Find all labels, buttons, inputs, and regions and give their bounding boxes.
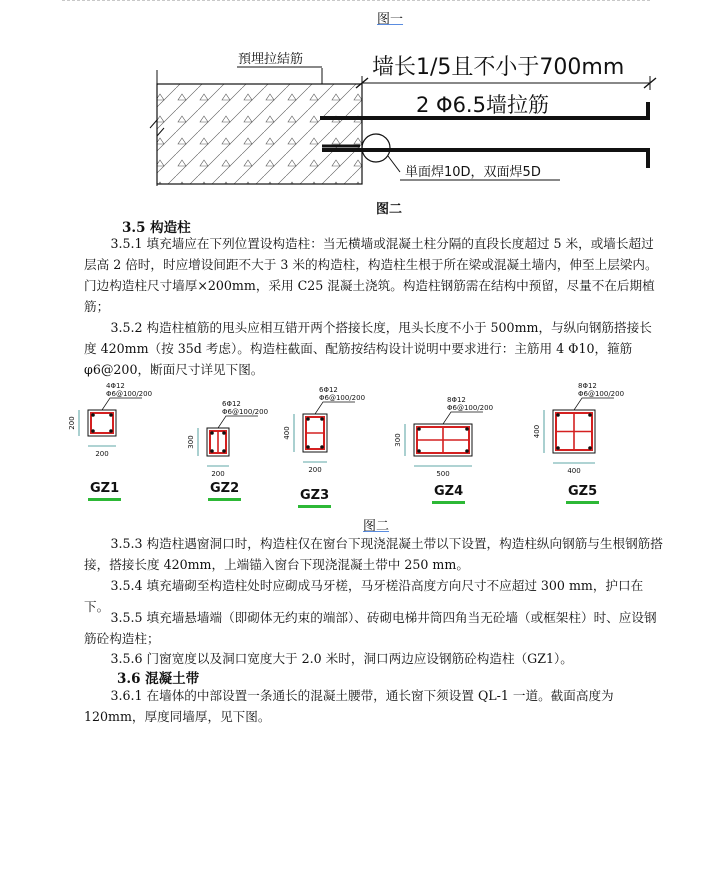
gz4-main-bar-spec: 8Φ12 (447, 396, 466, 404)
gz3-stirrup-spec: Φ6@100/200 (319, 394, 366, 402)
paragraph-3-5-3: 3.5.3 构造柱遇窗洞口时，构造柱仅在窗台下现浇混凝土带以下设置，构造柱纵向钢筋与生根钢筋搭接，搭接长度 420mm，上端锚入窗台下现浇混凝土带中 250 mm。 (84, 536, 663, 572)
gz1-corner-bar (91, 413, 95, 417)
gz4-corner-bar (465, 449, 469, 453)
gz4-height-dim: 300 (394, 433, 402, 447)
gz5-stirrup-spec: Φ6@100/200 (578, 390, 625, 398)
gz1-height-dim: 200 (68, 416, 76, 430)
gz5-corner-bar (588, 413, 592, 417)
gz3-leader (315, 402, 355, 414)
paragraph-3-5-5: 3.5.5 填充墙悬墙端（即砌体无约束的端部）、砖砌电梯井筒四角当无砼墙（或框架柱）时、应设钢筋砼构造柱； (84, 610, 657, 646)
gz5-label: GZ5 (568, 484, 598, 499)
paragraph-3-5-2: 3.5.2 构造柱植筋的甩头应相互错开两个搭接长度，甩头长度不小于 500mm，与纵向钢筋搭接长度 420mm（按 35d 考虑）。构造柱截面、配筋按结构设计说明中要求进行：主筋用 4 Φ10，箍筋φ6@200，断面尺寸详见下图。 (84, 320, 652, 377)
gz3-corner-bar (320, 445, 324, 449)
gz4-stirrup-spec: Φ6@100/200 (447, 404, 494, 412)
figure2-caption: 图二 (376, 202, 403, 217)
paragraph-3-5-6: 3.5.6 门窗宽度以及洞口宽度大于 2.0 米时，洞口两边应设钢筋砼构造柱（GZ1）。 (110, 651, 573, 666)
wall-tie-detail-drawing (0, 28, 712, 228)
gz1-stirrup-spec: Φ6@100/200 (106, 390, 153, 398)
gz4-label: GZ4 (434, 484, 464, 499)
gz2-corner-bar (222, 431, 226, 435)
gz5-leader (574, 398, 614, 410)
figure3-caption: 图二 (363, 519, 390, 534)
gz4-width-dim: 500 (436, 470, 450, 478)
gz5-width-dim: 400 (567, 467, 581, 475)
gz5-height-dim: 400 (533, 424, 541, 439)
gz2-corner-bar (222, 449, 226, 453)
figure1-caption: 图一 (377, 12, 404, 27)
gz4-corner-bar (465, 427, 469, 431)
gz1-width-dim: 200 (95, 450, 109, 458)
concrete-column (157, 84, 362, 184)
gz2-main-bar-spec: 6Φ12 (222, 400, 241, 408)
gz1-label: GZ1 (90, 481, 120, 496)
page-top-edge (62, 0, 650, 2)
gz4-corner-bar (417, 427, 421, 431)
gz1-corner-bar (91, 429, 95, 433)
gz3-height-dim: 400 (283, 426, 291, 440)
gz3-corner-bar (320, 417, 324, 421)
gz2-label: GZ2 (210, 481, 240, 496)
gz2-width-dim: 200 (211, 470, 225, 478)
weld-length-label: 単面焊10D，双面焊5D (405, 165, 541, 180)
gz1-leader (102, 398, 142, 410)
gz3-corner-bar (306, 417, 310, 421)
gz2-height-dim: 300 (187, 435, 195, 449)
tie-bar-spec-label: 2 Φ6.5墙拉筋 (416, 93, 549, 117)
length-requirement-label: 墙长1/5且不小于700mm (372, 55, 625, 80)
gz5-corner-bar (556, 446, 560, 450)
gz3-label: GZ3 (300, 488, 330, 503)
gz2-corner-bar (210, 449, 214, 453)
gz3-main-bar-spec: 6Φ12 (319, 386, 338, 394)
gz5-corner-bar (588, 446, 592, 450)
gz2-stirrup-spec: Φ6@100/200 (222, 408, 269, 416)
gz3-width-dim: 200 (308, 466, 322, 474)
embed-bar-label: 預埋拉結筋 (238, 52, 304, 67)
gz1-corner-bar (109, 429, 113, 433)
gz5-corner-bar (556, 413, 560, 417)
gz1-corner-bar (109, 413, 113, 417)
gz4-leader (443, 412, 483, 424)
column-sections-drawing (0, 372, 712, 492)
gz2-corner-bar (210, 431, 214, 435)
gz3-corner-bar (306, 445, 310, 449)
section-3-5-heading: 3.5 构造柱 (122, 220, 191, 236)
paragraph-3-6-1: 3.6.1 在墙体的中部设置一条通长的混凝土腰带，通长窗下须设置 QL-1 一道。截面高度为 120mm，厚度同墙厚，见下图。 (84, 688, 614, 724)
paragraph-3-5-4: 3.5.4 填充墙砌至构造柱处时应砌成马牙槎，马牙槎沿高度方向尺寸不应超过 300 mm，护口在下。 (84, 578, 644, 614)
section-3-6-heading: 3.6 混凝土带 (117, 671, 200, 687)
gz1-main-bar-spec: 4Φ12 (106, 382, 125, 390)
gz4-corner-bar (417, 449, 421, 453)
gz2-leader (218, 416, 258, 428)
paragraph-3-5-1: 3.5.1 填充墙应在下列位置设构造柱：当无横墙或混凝土柱分隔的直段长度超过 5 米，或墙长超过层高 2 倍时，时应增设间距不大于 3 米的构造柱，构造柱生根于所在梁或混凝土墙内，伸至上层梁内。门边构造柱尺寸墙厚×200mm，采用 C25 混凝土浇筑。构造柱钢筋需在结构中预留，尽量不在后期植筋； (84, 236, 658, 314)
gz5-main-bar-spec: 8Φ12 (578, 382, 597, 390)
